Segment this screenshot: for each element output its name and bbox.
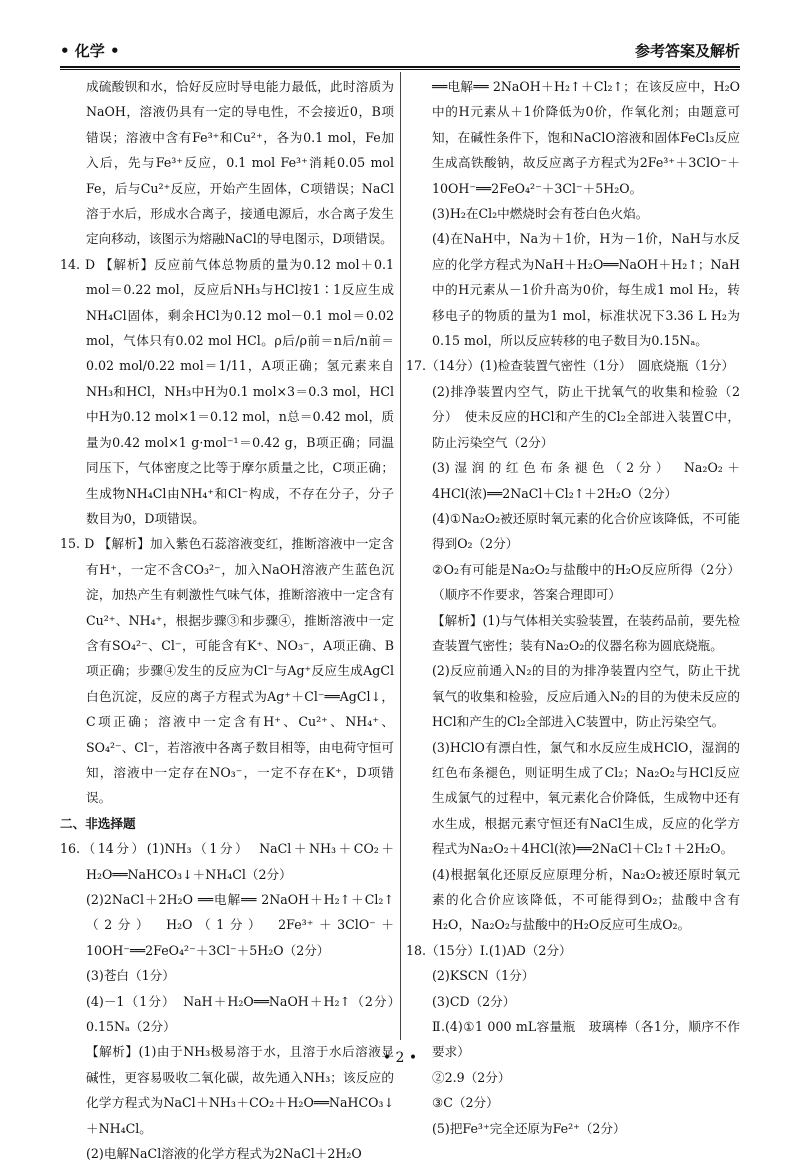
paragraph: (4)－1（1分） NaH＋H₂O══NaOH＋H₂↑（2分） 0.15Nₐ（2分）	[86, 993, 407, 1035]
paragraph: (2)2NaCl＋2H₂O ══电解══ 2NaOH＋H₂↑＋Cl₂↑（2分） H₂O（1分） 2Fe³⁺＋3ClO⁻＋10OH⁻══2FeO₄²⁻＋3Cl⁻＋5H₂O（2分）	[86, 892, 394, 958]
answer-17: 17.（14分）(1)检查装置气密性（1分） 圆底烧瓶（1分）	[406, 358, 735, 374]
paragraph: (2)反应前通入N₂的目的为排净装置内空气，防止干扰氧气的收集和检验，反应后通入N₂的目的为使未反应的HCl和产生的Cl₂全部进入C装置中，防止污染空气。	[432, 663, 740, 730]
paragraph: ③C（2分）	[432, 1095, 499, 1111]
column-divider	[400, 72, 401, 1040]
paragraph: (4)①Na₂O₂被还原时氧元素的化合价应该降低，不可能得到O₂（2分）	[432, 510, 740, 552]
paragraph: ══电解══ 2NaOH＋H₂↑＋Cl₂↑；在该反应中，H₂O中的H元素从＋1价降低为0价，作氧化剂；由题意可知，在碱性条件下，饱和NaClO溶液和固体FeCl₃反应生成高铁酸钠，故反应离子方程式为2Fe³⁺＋3ClO⁻＋10OH⁻══2FeO₄²⁻＋3Cl⁻＋5H₂O。	[432, 79, 740, 196]
answer-14: 14. D 【解析】反应前气体总物质的量为0.12 mol＋0.1 mol＝0.22 mol，反应后NH₃与HCl按1∶1反应生成NH₄Cl固体，剩余HCl为0.12 mol－0.1 mol＝0.02 mol，气体只有0.02 mol HCl。ρ后/ρ前＝n后/n前＝0.02 mol/0.22 mol＝1/11，A项正确；氢元素来自NH₃和HCl，NH₃中H为0.1 mol×3＝0.3 mol，HCl中H为0.12 mol×1＝0.12 mol，n总＝0.42 mol，质量为0.42 mol×1 g·mol⁻¹＝0.42 g，B项正确；同温同压下，气体密度之比等于摩尔质量之比，C项正确；生成物NH₄Cl由NH₄⁺和Cl⁻构成，不存在分子，分子数目为0，D项错误。	[60, 256, 394, 526]
paragraph: (5)把Fe³⁺完全还原为Fe²⁺（2分）	[432, 1120, 626, 1136]
paragraph: ②O₂有可能是Na₂O₂与盐酸中的H₂O反应所得（2分）（顺序不作要求，答案合理即可）	[432, 561, 740, 603]
analysis-paragraph: 【解析】(1)与气体相关实验装置，在装药品前，要先检查装置气密性；装有Na₂O₂的仪器名称为圆底烧瓶。	[432, 612, 740, 653]
header-rule-thin	[60, 69, 740, 70]
paragraph: (4)在NaH中，Na为＋1价，H为－1价，NaH与水反应的化学方程式为NaH＋H₂O══NaOH＋H₂↑；NaH中的H元素从－1价升高为0价，每生成1 mol H₂，转移电子的物质的量为1 mol，标准状况下3.36 L H₂为0.15 mol，所以反应转移的电子数目为0.15Nₐ。	[432, 231, 740, 349]
paragraph: Ⅱ.(4)①1 000 mL容量瓶 玻璃棒（各1分，顺序不作要求）	[432, 1019, 740, 1060]
right-column	[406, 74, 740, 1141]
paragraph: (3)CD（2分）	[432, 993, 516, 1009]
paragraph: (3)苍白（1分）	[86, 968, 175, 984]
paragraph: (3)HClO有漂白性，氯气和水反应生成HClO，湿润的红色布条褪色，则证明生成了Cl₂；Na₂O₂与HCl反应生成氯气的过程中，氧元素化合价降低，生成物中还有水生成，根据元素守恒还有NaCl生成，反应的化学方程式为Na₂O₂＋4HCl(浓)══2NaCl＋Cl₂↑＋2H₂O。	[432, 739, 740, 857]
paragraph: 成硫酸钡和水，恰好反应时导电能力最低，此时溶质为NaOH，溶液仍具有一定的导电性，不会接近0，B项错误；溶液中含有Fe³⁺和Cu²⁺，各为0.1 mol，Fe加入后，先与Fe³⁺反应，0.1 mol Fe³⁺消耗0.05 mol Fe，后与Cu²⁺反应，开始产生固体，C项错误；NaCl溶于水后，形成水合离子，接通电源后，水合离子发生定向移动，该图示为熔融NaCl的导电图示，D项错误。	[86, 79, 394, 247]
paragraph: (3)湿润的红色布条褪色（2分） Na₂O₂＋4HCl(浓)══2NaCl＋Cl₂↑＋2H₂O（2分）	[432, 460, 740, 501]
answer-18: 18.（15分）Ⅰ.(1)AD（2分）	[406, 942, 572, 958]
paragraph: (2)KSCN（1分）	[432, 968, 535, 984]
paragraph: (3)H₂在Cl₂中燃烧时会有苍白色火焰。	[432, 206, 649, 222]
page-number: • 2 •	[382, 1050, 418, 1066]
analysis-paragraph: 【解析】(1)由于NH₃极易溶于水，且溶于水后溶液显碱性，更容易吸收二氧化碳，故先通入NH₃；该反应的化学方程式为NaCl＋NH₃＋CO₂＋H₂O══NaHCO₃↓＋NH₄Cl。	[86, 1044, 394, 1136]
paragraph: ②2.9（2分）	[432, 1069, 511, 1085]
paragraph: (2)电解NaCl溶液的化学方程式为2NaCl＋2H₂O	[86, 1146, 362, 1162]
answer-15: 15. D 【解析】加入紫色石蕊溶液变红，推断溶液中一定含有H⁺，一定不含CO₃²⁻，加入NaOH溶液产生蓝色沉淀，加热产生有刺激性气味气体，推断溶液中一定含有Cu²⁺、NH₄⁺，根据步骤③和步骤④，推断溶液中一定含有SO₄²⁻、Cl⁻，可能含有K⁺、NO₃⁻，A项正确、B项正确；步骤④发生的反应为Cl⁻与Ag⁺反应生成AgCl白色沉淀，反应的离子方程式为Ag⁺＋Cl⁻══AgCl↓，C项正确；溶液中一定含有H⁺、Cu²⁺、NH₄⁺、SO₄²⁻、Cl⁻，若溶液中各离子数目相等，由电荷守恒可知，溶液中一定存在NO₃⁻，一定不存在K⁺，D项错误。	[60, 536, 394, 806]
section-title: 参考答案及解析	[634, 42, 740, 60]
section-heading: 二、非选择题	[60, 815, 136, 831]
paragraph: (4)根据氧化还原反应原理分析，Na₂O₂被还原时氧元素的化合价应该降低，不可能得到O₂；盐酸中含有H₂O，Na₂O₂与盐酸中的H₂O反应可生成O₂。	[432, 866, 740, 933]
paragraph: (2)排净装置内空气，防止干扰氧气的收集和检验（2分） 使未反应的HCl和产生的Cl₂全部进入装置C中，防止污染空气（2分）	[432, 383, 740, 450]
left-column	[60, 74, 407, 1166]
header-rule	[60, 66, 740, 68]
subject-label: • 化学 •	[60, 42, 120, 60]
answer-16: 16.（14分）(1)NH₃（1分） NaCl＋NH₃＋CO₂＋H₂O══NaHCO₃↓＋NH₄Cl（2分）	[60, 841, 394, 882]
page-header	[60, 36, 740, 66]
